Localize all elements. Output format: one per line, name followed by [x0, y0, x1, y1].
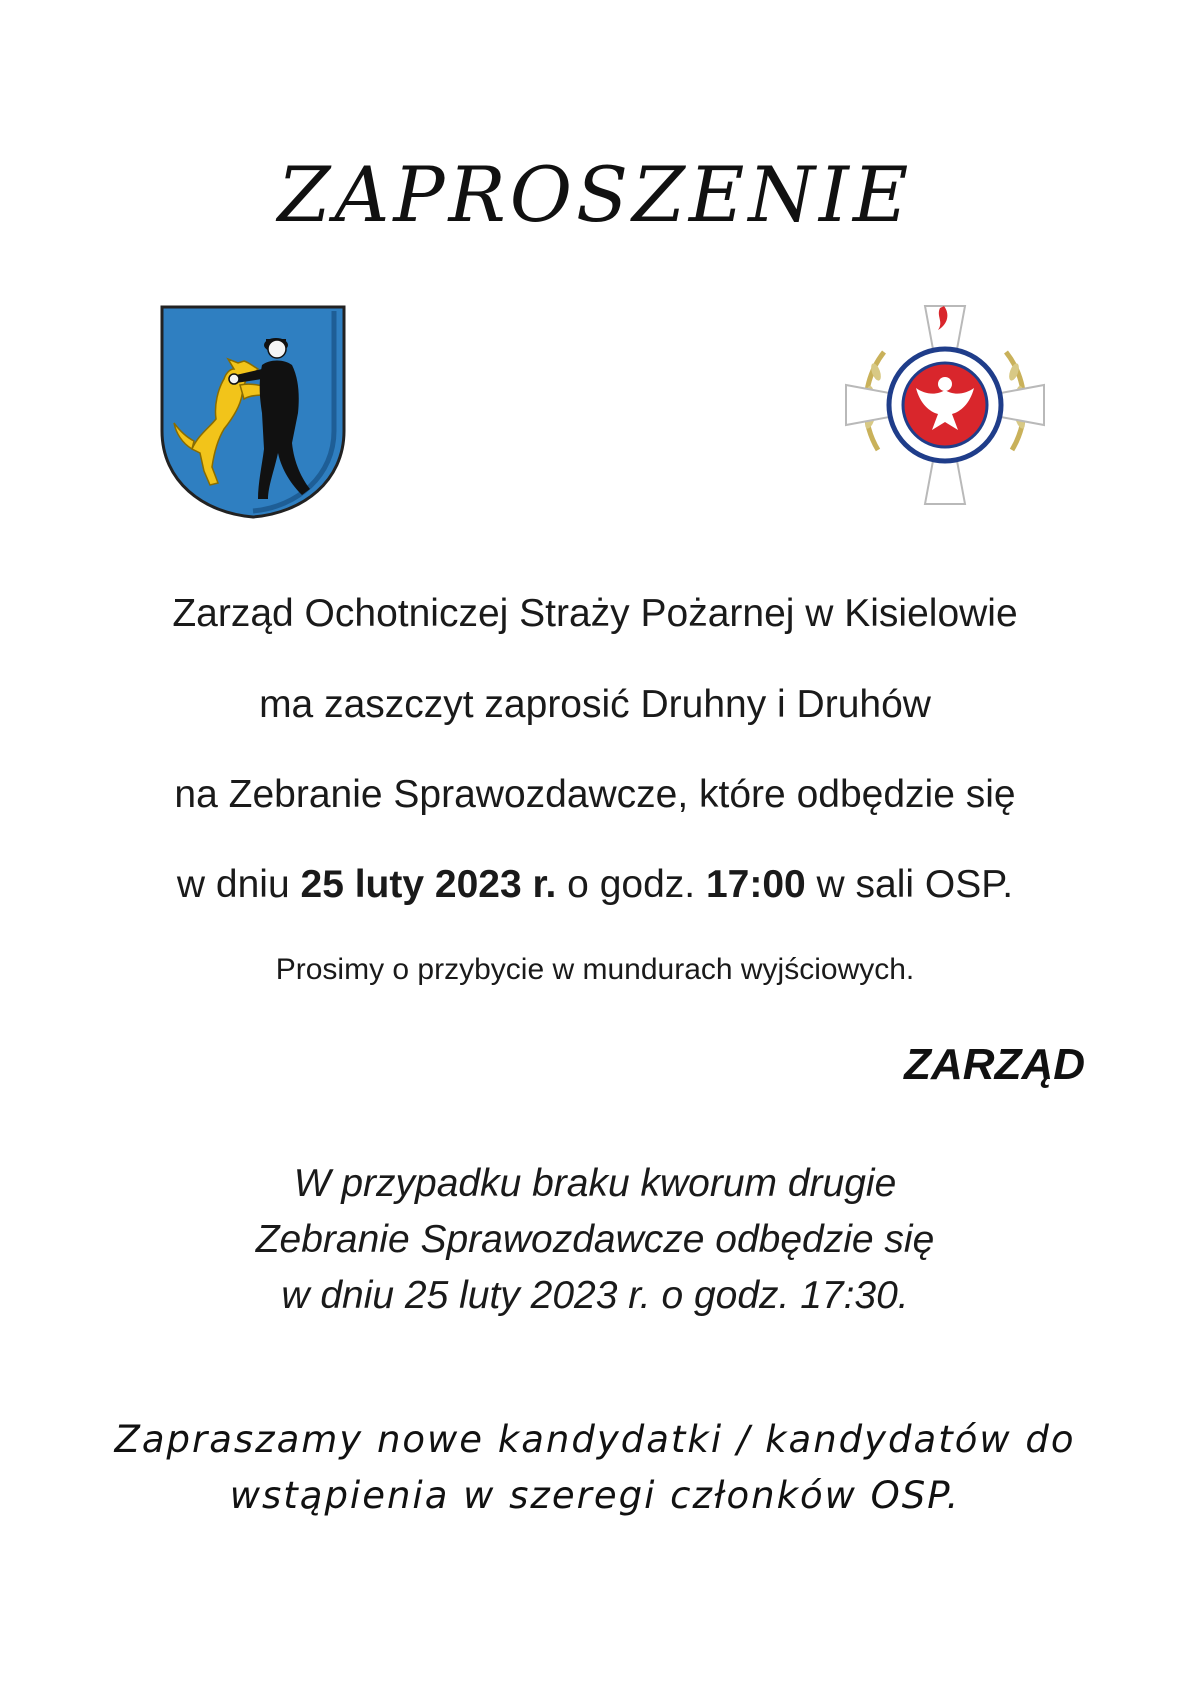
time-prefix: o godz.	[556, 863, 706, 906]
candidates-line-2: wstąpienia w szeregi członków OSP.	[229, 1474, 961, 1517]
coat-of-arms-icon	[158, 303, 348, 521]
body-line-3: na Zebranie Sprawozdawcze, które odbędzie się	[174, 773, 1016, 816]
body-line-4	[0, 863, 1190, 907]
location-text: w sali OSP.	[805, 863, 1014, 906]
candidates-line-1: Zapraszamy nowe kandydatki / kandydatów do	[114, 1418, 1076, 1461]
meeting-time: 17:00	[705, 863, 806, 906]
body-line-2: ma zaszczyt zaprosić Druhny i Druhów	[259, 683, 931, 726]
quorum-line-2: Zebranie Sprawozdawcze odbędzie się	[255, 1218, 935, 1261]
meeting-date: 25 luty 2023 r.	[300, 863, 557, 906]
body-line-1: Zarząd Ochotniczej Straży Pożarnej w Kisielowie	[172, 592, 1018, 635]
quorum-line-1: W przypadku braku kworum drugie	[293, 1162, 897, 1205]
date-prefix: w dniu	[176, 863, 301, 906]
uniform-note: Prosimy o przybycie w mundurach wyjściowych.	[275, 953, 915, 986]
fire-brigade-union-badge-icon	[840, 300, 1050, 510]
quorum-line-3: w dniu 25 luty 2023 r. o godz. 17:30.	[281, 1274, 909, 1317]
page-title: ZAPROSZENIE	[277, 150, 913, 239]
signature: ZARZĄD	[904, 1040, 1085, 1089]
